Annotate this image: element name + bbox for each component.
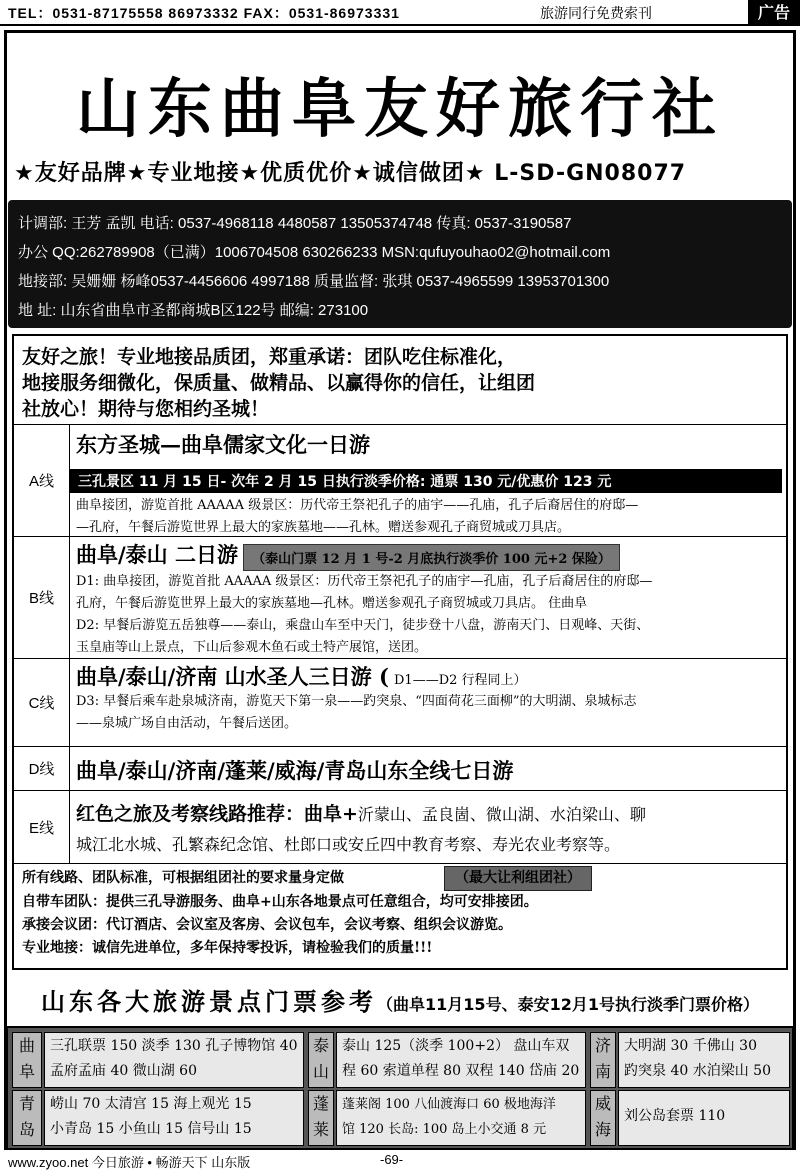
route-c [14, 658, 786, 746]
route-d [14, 746, 786, 790]
note-professional: 专业地接：诚信先进单位，多年保持零投诉，请检验我们的质量!!! [22, 940, 433, 956]
page-number: -69- [380, 1152, 404, 1167]
route-a-title: 东方圣城—曲阜儒家文化一日游 [76, 432, 370, 457]
route-b [14, 536, 786, 658]
ticket-qufu-2: 孟府孟庙 40 微山湖 60 [50, 1063, 197, 1079]
route-e-desc: 城江北水城、孔繁森纪念馆、杜郎口或安丘四中教育考察、寿光农业考察等。 [76, 835, 621, 854]
route-a-desc-2: —孔府，午餐后游览世界上最大的家族墓地——孔林。赠送参观孔子商贸城或刀具店。 [76, 520, 571, 535]
contact-line-address: 地 址: 山东省曲阜市圣都商城B区122号 邮编: 273100 [18, 302, 369, 319]
page-footer [0, 1152, 800, 1171]
city-qingdao: 青岛 [12, 1090, 42, 1146]
ticket-title [0, 982, 800, 1017]
ad-badge: 广告 [748, 0, 800, 26]
note-self-drive: 自带车团队：提供三孔导游服务、曲阜+山东各地景点可任意组合，均可安排接团。 [22, 894, 538, 910]
route-b-label: B线 [14, 537, 70, 658]
city-jinan: 济南 [590, 1032, 616, 1088]
ticket-qingdao-1: 崂山 70 太清宫 15 海上观光 15 [50, 1096, 252, 1112]
ticket-penglai-2: 馆 120 长岛: 100 岛上小交通 8 元 [342, 1122, 547, 1137]
header-contact: TEL：0531-87175558 86973332 FAX：0531-86973331 [8, 5, 400, 21]
route-d-label: D线 [14, 747, 70, 790]
footer-site: www.zyoo.net 今日旅游 • 畅游天下 山东版 [8, 1155, 251, 1170]
route-b-day1-1: D1: 曲阜接团，游览首批 AAAAA 级景区：历代帝王祭祀孔子的庙宇—孔庙，孔子后裔居住的府邸— [76, 574, 653, 589]
ticket-qufu-1: 三孔联票 150 淡季 130 孔子博物馆 40 [50, 1038, 298, 1054]
intro-line: 社放心！期待与您相约圣城！ [22, 398, 270, 420]
route-e-destinations: 沂蒙山、孟良崮、微山湖、水泊梁山、聊 [357, 805, 646, 824]
contact-line-qq: 办公 QQ:262789908（已满）1006704508 630266233 MSN:qufuyouhao02@hotmail.com [18, 244, 611, 261]
route-b-day2-1: D2: 早餐后游览五岳独尊——泰山，乘盘山车至中天门，徒步登十八盘，游南天门、日观峰、天街、 [76, 618, 650, 633]
contact-panel [8, 200, 792, 328]
route-c-label: C线 [14, 659, 70, 746]
route-e-title: 红色之旅及考察线路推荐：曲阜+ [76, 803, 358, 825]
route-c-day3-1: D3: 早餐后乘车赴泉城济南，游览天下第一泉——趵突泉、“四面荷花三面柳”的大明湖、泉城标志 [76, 694, 637, 709]
route-a-price-bar: 三孔景区 11 月 15 日- 次年 2 月 15 日执行淡季价格: 通票 130 元/优惠价 123 元 [70, 469, 782, 493]
city-weihai: 威海 [590, 1090, 616, 1146]
city-penglai: 蓬莱 [308, 1090, 334, 1146]
ticket-taishan-2: 程 60 索道单程 80 双程 140 岱庙 20 [342, 1063, 580, 1079]
ticket-title-sub: （曲阜11月15号、泰安12月1号执行淡季门票价格） [377, 995, 759, 1014]
route-b-day2-2: 玉皇庙等山上景点，下山后参观木鱼石或土特产展馆，送团。 [76, 640, 428, 655]
ticket-title-main: 山东各大旅游景点门票参考 [41, 988, 378, 1016]
ticket-weihai-1: 刘公岛套票 110 [624, 1108, 726, 1124]
route-e-label: E线 [14, 791, 70, 863]
contact-line-ground: 地接部: 吴姗姗 杨峰0537-4456606 4997188 质量监督: 张琪 0537-4965599 13953701300 [18, 273, 610, 290]
route-d-title: 曲阜/泰山/济南/蓬莱/威海/青岛山东全线七日游 [76, 758, 514, 783]
note-tag: （最大让利组团社） [444, 866, 592, 891]
route-a [14, 424, 786, 536]
city-qufu: 曲阜 [12, 1032, 42, 1088]
route-b-day1-2: 孔府，午餐后游览世界上最大的家族墓地—孔林。赠送参观孔子商贸城或刀具店。 住曲阜 [76, 596, 588, 611]
intro-line: 地接服务细微化，保质量、做精品、以赢得你的信任，让组团 [22, 372, 536, 394]
route-c-title: 曲阜/泰山/济南 山水圣人三日游 ( [76, 664, 389, 689]
route-c-note: D1——D2 行程同上） [394, 673, 527, 688]
ticket-penglai-1: 蓬莱阁 100 八仙渡海口 60 极地海洋 [342, 1097, 556, 1112]
ticket-qingdao-2: 小青岛 15 小鱼山 15 信号山 15 [50, 1121, 252, 1137]
page-title: 山东曲阜友好旅行社 [76, 73, 724, 147]
route-a-desc-1: 曲阜接团，游览首批 AAAAA 级景区：历代帝王祭祀孔子的庙宇——孔庙，孔子后裔居住的府邸— [76, 498, 639, 513]
ticket-taishan-1: 泰山 125（淡季 100+2） 盘山车双 [342, 1038, 570, 1054]
ticket-table [6, 1026, 794, 1150]
route-b-title: 曲阜/泰山 二日游 [76, 542, 238, 567]
brand-slogans: ★友好品牌★专业地接★优质优价★诚信做团★ L-SD-GN08077 [14, 161, 687, 186]
route-b-price-note: （泰山门票 12 月 1 号-2 月底执行淡季价 100 元+2 保险） [243, 544, 620, 571]
ticket-jinan-2: 趵突泉 40 水泊梁山 50 [624, 1063, 771, 1079]
note-custom: 所有线路、团队标准，可根据组团社的要求量身定做 [22, 870, 344, 886]
route-a-label: A线 [14, 425, 70, 536]
route-c-day3-2: ——泉城广场自由活动，午餐后送团。 [76, 716, 298, 731]
intro-text [22, 344, 782, 422]
intro-line: 友好之旅！专业地接品质团，郑重承诺：团队吃住标准化， [22, 346, 517, 368]
note-conference: 承接会议团：代订酒店、会议室及客房、会议包车，会议考察、组织会议游览。 [22, 917, 512, 933]
route-e [14, 790, 786, 864]
city-taishan: 泰山 [308, 1032, 334, 1088]
ticket-jinan-1: 大明湖 30 千佛山 30 [624, 1038, 757, 1054]
contact-line-planning: 计调部: 王芳 孟凯 电话: 0537-4968118 4480587 13505374748 传真: 0537-3190587 [18, 215, 572, 232]
service-notes [22, 866, 782, 960]
header-slogan: 旅游同行免费索刊 [540, 6, 652, 22]
top-bar [0, 0, 800, 26]
